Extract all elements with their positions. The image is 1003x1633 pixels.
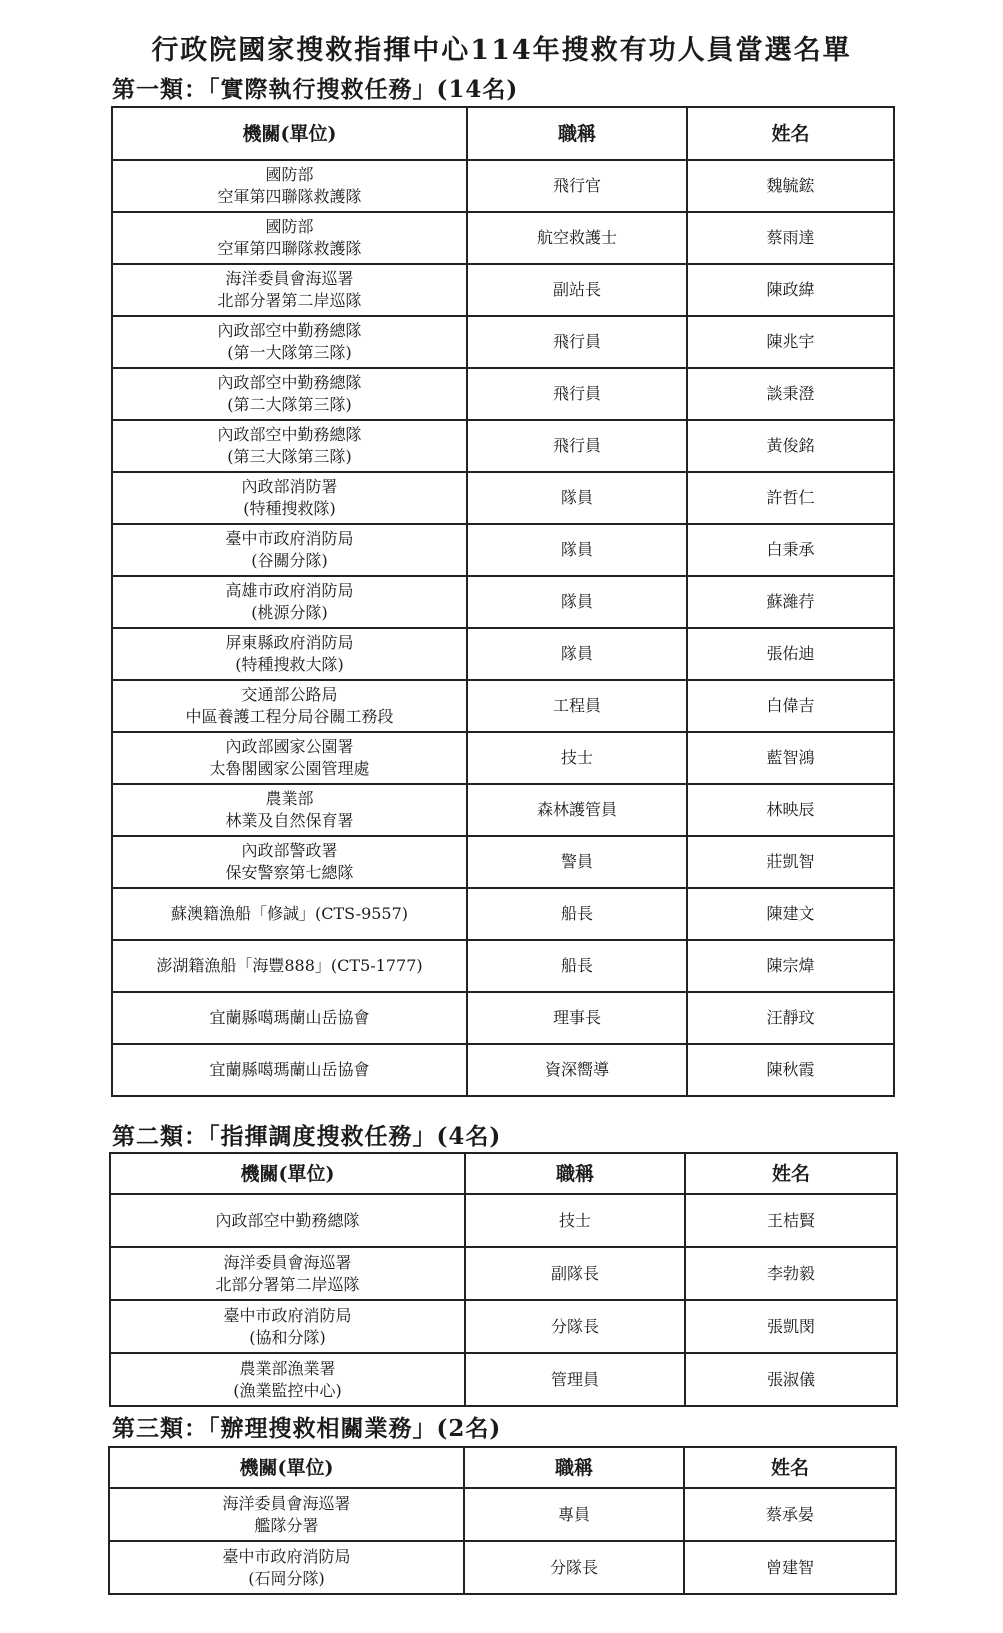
org-line: 海洋委員會海巡署 bbox=[222, 1493, 351, 1513]
org-line: 內政部空中勤務總隊 bbox=[217, 373, 362, 392]
org-line: 內政部國家公園署 bbox=[225, 737, 354, 756]
org-cell bbox=[112, 524, 467, 576]
org-line: (第三大隊第三隊) bbox=[227, 447, 352, 466]
name-cell: 王桔賢 bbox=[685, 1194, 897, 1247]
name-cell: 林映辰 bbox=[687, 784, 894, 836]
table-row bbox=[112, 628, 894, 680]
org-line: 內政部空中勤務總隊 bbox=[217, 425, 362, 444]
table-row bbox=[112, 576, 894, 628]
position-cell: 森林護管員 bbox=[467, 784, 687, 836]
org-cell bbox=[109, 1488, 464, 1541]
name-cell: 陳建文 bbox=[687, 888, 894, 940]
org-line: 北部分署第二岸巡隊 bbox=[215, 1274, 360, 1294]
org-line: (第二大隊第三隊) bbox=[227, 395, 352, 414]
org-cell bbox=[112, 940, 467, 992]
position-cell: 飛行員 bbox=[467, 420, 687, 472]
name-cell: 張淑儀 bbox=[685, 1353, 897, 1406]
org-line: 保安警察第七總隊 bbox=[225, 863, 354, 882]
org-cell bbox=[112, 628, 467, 680]
name-cell: 許哲仁 bbox=[687, 472, 894, 524]
org-cell bbox=[110, 1353, 465, 1406]
org-line: (石岡分隊) bbox=[248, 1568, 325, 1588]
table-row bbox=[112, 524, 894, 576]
column-header-org: 機關(單位) bbox=[110, 1153, 465, 1194]
org-cell bbox=[112, 836, 467, 888]
org-line: 海洋委員會海巡署 bbox=[223, 1252, 352, 1272]
org-cell bbox=[110, 1194, 465, 1247]
name-cell: 張凱閔 bbox=[685, 1300, 897, 1353]
org-line: 交通部公路局 bbox=[241, 685, 338, 704]
org-line: 宜蘭縣噶瑪蘭山岳協會 bbox=[209, 1008, 370, 1027]
table-row bbox=[112, 836, 894, 888]
position-cell: 隊員 bbox=[467, 524, 687, 576]
table-row bbox=[110, 1353, 897, 1406]
org-cell bbox=[112, 160, 467, 212]
name-cell: 李勃毅 bbox=[685, 1247, 897, 1300]
position-cell: 技士 bbox=[467, 732, 687, 784]
name-cell: 曾建智 bbox=[684, 1541, 896, 1594]
name-cell: 談秉澄 bbox=[687, 368, 894, 420]
table-row bbox=[112, 888, 894, 940]
org-line: (谷關分隊) bbox=[251, 551, 328, 570]
name-cell: 莊凱智 bbox=[687, 836, 894, 888]
column-header-org: 機關(單位) bbox=[109, 1447, 464, 1488]
org-cell bbox=[110, 1247, 465, 1300]
position-cell: 分隊長 bbox=[465, 1300, 685, 1353]
table-row bbox=[112, 160, 894, 212]
section-1-heading: 第一類：「實際執行搜救任務」(14名) bbox=[112, 76, 519, 103]
column-header-position: 職稱 bbox=[467, 107, 687, 160]
position-cell: 船長 bbox=[467, 940, 687, 992]
table-row bbox=[112, 732, 894, 784]
org-cell bbox=[112, 472, 467, 524]
position-cell: 隊員 bbox=[467, 576, 687, 628]
column-header-name: 姓名 bbox=[687, 107, 894, 160]
name-cell: 陳秋霞 bbox=[687, 1044, 894, 1096]
org-line: 北部分署第二岸巡隊 bbox=[217, 291, 362, 310]
org-cell bbox=[112, 420, 467, 472]
position-cell: 船長 bbox=[467, 888, 687, 940]
name-cell: 張佑迪 bbox=[687, 628, 894, 680]
position-cell: 管理員 bbox=[465, 1353, 685, 1406]
org-line: 澎湖籍漁船「海豐888」(CT5-1777) bbox=[156, 956, 423, 975]
column-header-position: 職稱 bbox=[464, 1447, 684, 1488]
org-line: 空軍第四聯隊救護隊 bbox=[217, 187, 362, 206]
org-cell bbox=[112, 368, 467, 420]
name-cell: 蘇濰荇 bbox=[687, 576, 894, 628]
org-line: (第一大隊第三隊) bbox=[227, 343, 352, 362]
org-line: 國防部 bbox=[265, 217, 314, 236]
position-cell: 隊員 bbox=[467, 628, 687, 680]
table-header-row bbox=[109, 1447, 896, 1488]
position-cell: 專員 bbox=[464, 1488, 684, 1541]
org-cell bbox=[112, 576, 467, 628]
org-line: 蘇澳籍漁船「修誠」(CTS-9557) bbox=[170, 904, 409, 923]
table-row bbox=[112, 316, 894, 368]
org-line: 農業部漁業署 bbox=[239, 1358, 336, 1378]
column-header-org: 機關(單位) bbox=[112, 107, 467, 160]
org-cell bbox=[112, 992, 467, 1044]
position-cell: 副隊長 bbox=[465, 1247, 685, 1300]
position-cell: 工程員 bbox=[467, 680, 687, 732]
name-cell: 白偉吉 bbox=[687, 680, 894, 732]
column-header-name: 姓名 bbox=[684, 1447, 896, 1488]
org-cell bbox=[112, 316, 467, 368]
table-row bbox=[110, 1300, 897, 1353]
position-cell: 飛行員 bbox=[467, 316, 687, 368]
table-row bbox=[109, 1541, 896, 1594]
name-cell: 蔡承晏 bbox=[684, 1488, 896, 1541]
section-2-heading: 第二類：「指揮調度搜救任務」(4名) bbox=[112, 1123, 502, 1150]
table-row bbox=[110, 1194, 897, 1247]
section-3-heading: 第三類：「辦理搜救相關業務」(2名) bbox=[112, 1415, 502, 1442]
name-cell: 蔡雨達 bbox=[687, 212, 894, 264]
position-cell: 分隊長 bbox=[464, 1541, 684, 1594]
org-line: 宜蘭縣噶瑪蘭山岳協會 bbox=[209, 1060, 370, 1079]
org-line: 高雄市政府消防局 bbox=[225, 581, 354, 600]
position-cell: 警員 bbox=[467, 836, 687, 888]
name-cell: 藍智鴻 bbox=[687, 732, 894, 784]
org-line: 內政部空中勤務總隊 bbox=[215, 1210, 360, 1230]
position-cell: 資深嚮導 bbox=[467, 1044, 687, 1096]
org-line: (桃源分隊) bbox=[251, 603, 328, 622]
org-cell bbox=[112, 212, 467, 264]
table-row bbox=[112, 784, 894, 836]
name-cell: 陳政緯 bbox=[687, 264, 894, 316]
org-line: 農業部 bbox=[265, 789, 314, 808]
name-cell: 黃俊銘 bbox=[687, 420, 894, 472]
org-cell bbox=[112, 1044, 467, 1096]
position-cell: 飛行員 bbox=[467, 368, 687, 420]
position-cell: 副站長 bbox=[467, 264, 687, 316]
table-row bbox=[112, 1044, 894, 1096]
table-row bbox=[112, 264, 894, 316]
table-row bbox=[112, 212, 894, 264]
position-cell: 飛行官 bbox=[467, 160, 687, 212]
org-line: 臺中市政府消防局 bbox=[225, 529, 354, 548]
table-row bbox=[109, 1488, 896, 1541]
name-cell: 魏毓鋐 bbox=[687, 160, 894, 212]
table-row bbox=[110, 1247, 897, 1300]
category-3-table bbox=[108, 1446, 897, 1595]
position-cell: 隊員 bbox=[467, 472, 687, 524]
org-cell bbox=[109, 1541, 464, 1594]
table-row bbox=[112, 680, 894, 732]
table-row bbox=[112, 368, 894, 420]
org-line: 海洋委員會海巡署 bbox=[225, 269, 354, 288]
org-line: 內政部警政署 bbox=[241, 841, 338, 860]
org-line: (特種搜救大隊) bbox=[235, 655, 344, 674]
name-cell: 汪靜玟 bbox=[687, 992, 894, 1044]
org-line: 內政部消防署 bbox=[241, 477, 338, 496]
org-line: 空軍第四聯隊救護隊 bbox=[217, 239, 362, 258]
column-header-position: 職稱 bbox=[465, 1153, 685, 1194]
table-row bbox=[112, 472, 894, 524]
org-line: (協和分隊) bbox=[249, 1327, 326, 1347]
table-row bbox=[112, 992, 894, 1044]
org-line: 內政部空中勤務總隊 bbox=[217, 321, 362, 340]
org-line: 太魯閣國家公園管理處 bbox=[209, 759, 370, 778]
column-header-name: 姓名 bbox=[685, 1153, 897, 1194]
table-row bbox=[112, 940, 894, 992]
org-cell bbox=[112, 888, 467, 940]
table-row bbox=[112, 420, 894, 472]
name-cell: 陳兆宇 bbox=[687, 316, 894, 368]
org-line: (特種搜救隊) bbox=[243, 499, 336, 518]
name-cell: 陳宗煒 bbox=[687, 940, 894, 992]
position-cell: 技士 bbox=[465, 1194, 685, 1247]
name-cell: 白秉承 bbox=[687, 524, 894, 576]
org-line: 林業及自然保育署 bbox=[225, 811, 354, 830]
document-title: 行政院國家搜救指揮中心114年搜救有功人員當選名單 bbox=[151, 35, 852, 66]
org-line: 艦隊分署 bbox=[254, 1515, 319, 1535]
category-1-table bbox=[111, 106, 895, 1097]
org-line: (漁業監控中心) bbox=[233, 1380, 342, 1400]
org-cell bbox=[112, 680, 467, 732]
category-2-table bbox=[109, 1152, 898, 1407]
org-line: 臺中市政府消防局 bbox=[222, 1546, 351, 1566]
org-cell bbox=[110, 1300, 465, 1353]
org-line: 中區養護工程分局谷關工務段 bbox=[185, 707, 394, 726]
table-header-row bbox=[112, 107, 894, 160]
org-line: 屏東縣政府消防局 bbox=[225, 633, 354, 652]
org-line: 國防部 bbox=[265, 165, 314, 184]
org-cell bbox=[112, 784, 467, 836]
position-cell: 理事長 bbox=[467, 992, 687, 1044]
org-cell bbox=[112, 264, 467, 316]
position-cell: 航空救護士 bbox=[467, 212, 687, 264]
org-line: 臺中市政府消防局 bbox=[223, 1305, 352, 1325]
table-header-row bbox=[110, 1153, 897, 1194]
org-cell bbox=[112, 732, 467, 784]
